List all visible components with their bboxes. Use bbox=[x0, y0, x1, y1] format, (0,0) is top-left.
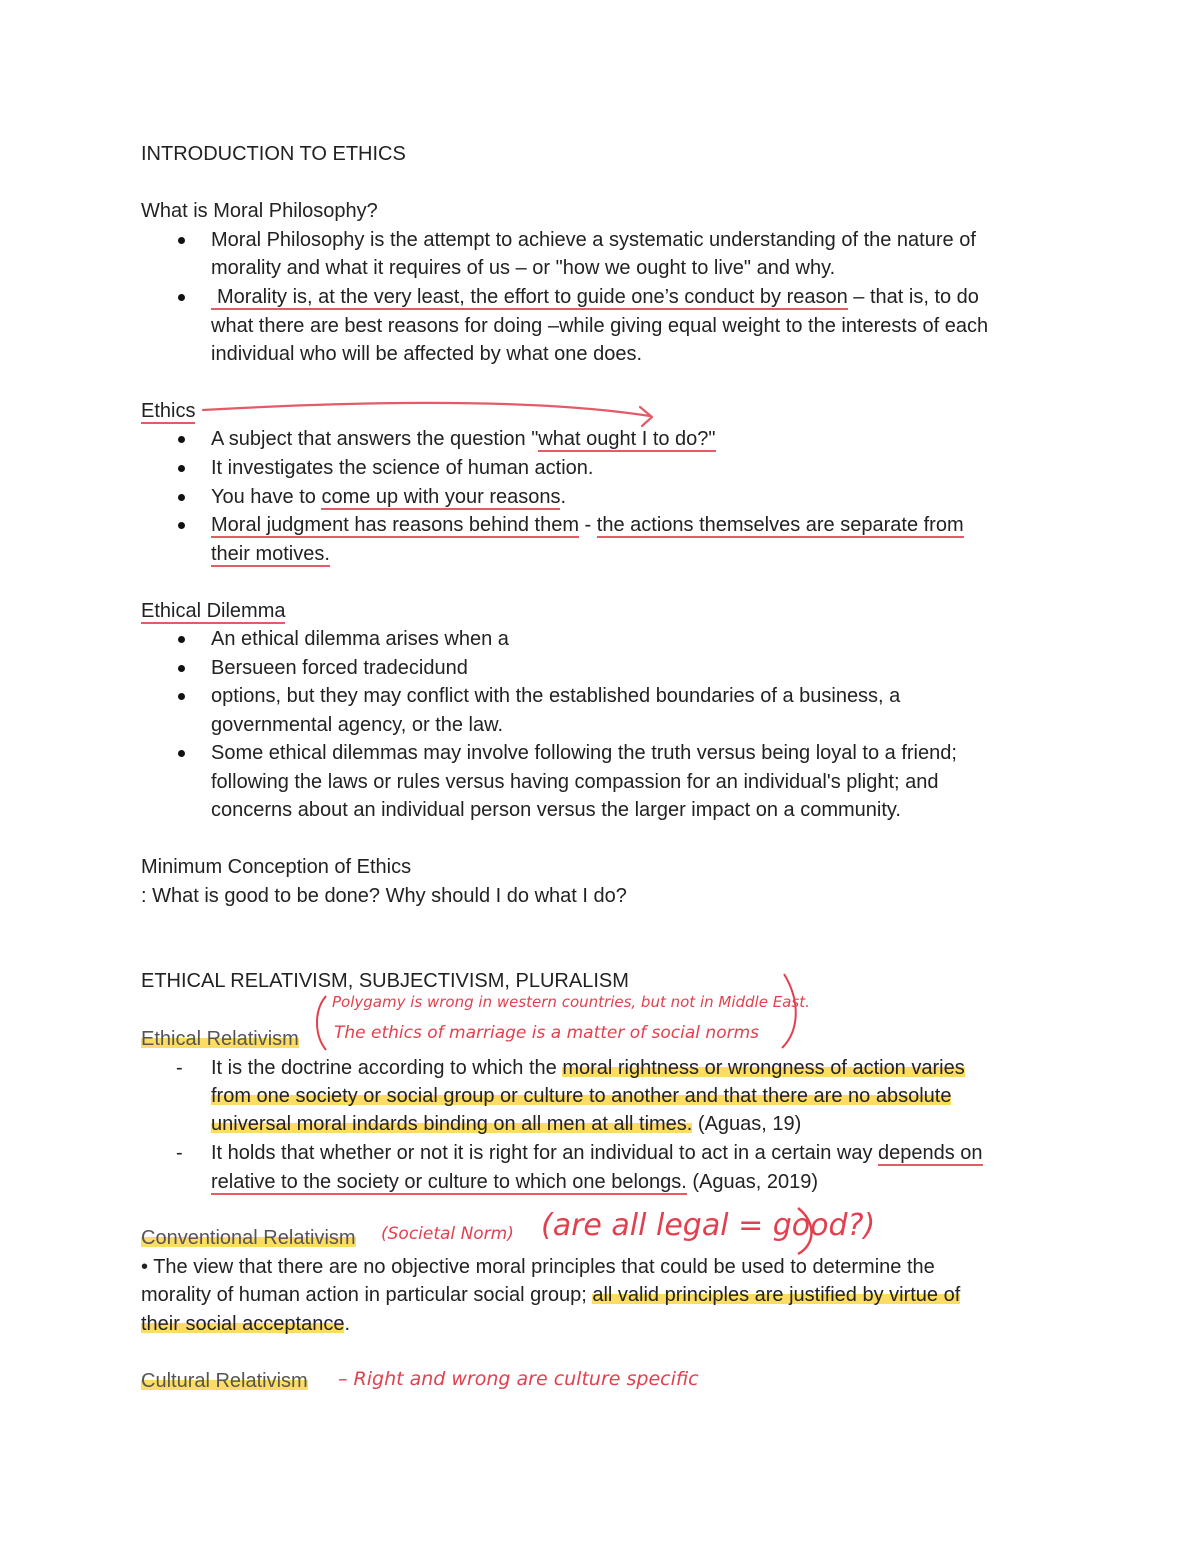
handwritten-note-marriage: The ethics of marriage is a matter of social norms bbox=[334, 1023, 759, 1043]
bracket-right bbox=[782, 974, 796, 1048]
highlighted-text: their social acceptance bbox=[141, 1313, 345, 1335]
plain-text: . bbox=[560, 486, 567, 508]
ethics-heading-text: Ethics bbox=[141, 400, 196, 422]
plain-text: It holds that whether or not it is right for an individual to act in a certain way bbox=[211, 1142, 879, 1164]
moral-philosophy-bullet-2-line-3: individual who will be affected by what one does. bbox=[211, 343, 643, 365]
highlighted-text: Conventional Relativism bbox=[141, 1227, 356, 1249]
moral-philosophy-bullet-2-line-2: what there are best reasons for doing –while giving equal weight to the interests of each bbox=[211, 315, 989, 337]
moral-philosophy-bullet-1-line-1: Moral Philosophy is the attempt to achieve a systematic understanding of the nature of bbox=[211, 229, 976, 251]
conventional-relativism-line-1: • The view that there are no objective moral principles that could be used to determine the bbox=[141, 1256, 935, 1278]
handwritten-note-culture-specific: – Right and wrong are culture specific bbox=[338, 1368, 699, 1390]
handwritten-note-polygamy: Polygamy is wrong in western countries, but not in Middle East. bbox=[332, 993, 810, 1011]
dilemma-bullet-3-line-2: governmental agency, or the law. bbox=[211, 714, 504, 736]
section-heading-minimum-conception: Minimum Conception of Ethics bbox=[141, 856, 412, 878]
ethics-bullet-2: It investigates the science of human action. bbox=[211, 457, 594, 479]
plain-text: morality of human action in particular social group; bbox=[141, 1284, 593, 1306]
dilemma-bullet-2: Bersueen forced tradecidund bbox=[211, 657, 468, 679]
highlighted-text: from one society or social group or culture to another and that there are no absolute bbox=[211, 1085, 952, 1107]
section-heading-moral-philosophy: What is Moral Philosophy? bbox=[141, 200, 378, 222]
handwritten-note-societal-norm: (Societal Norm) bbox=[381, 1224, 514, 1244]
dash-marker: - bbox=[176, 1142, 183, 1164]
plain-text: . bbox=[344, 1313, 351, 1335]
highlighted-text: Cultural Relativism bbox=[141, 1370, 308, 1392]
plain-text: It is the doctrine according to which the bbox=[211, 1057, 563, 1079]
citation: (Aguas, 19) bbox=[692, 1113, 802, 1135]
highlighted-text: universal moral indards binding on all men at all times. bbox=[211, 1113, 693, 1135]
bracket-left bbox=[317, 996, 326, 1050]
plain-text: – that is, to do bbox=[847, 286, 979, 308]
underlined-text: Moral judgment has reasons behind them bbox=[211, 514, 579, 536]
section-heading-relativism: ETHICAL RELATIVISM, SUBJECTIVISM, PLURALISM bbox=[141, 970, 629, 992]
underlined-text: their motives. bbox=[211, 543, 330, 565]
dilemma-heading-text: Ethical Dilemma bbox=[141, 600, 286, 622]
page-title: INTRODUCTION TO ETHICS bbox=[141, 143, 406, 165]
dash-marker: - bbox=[176, 1057, 183, 1079]
highlighted-text: Ethical Relativism bbox=[141, 1028, 299, 1050]
plain-text: You have to bbox=[211, 486, 322, 508]
handwritten-close-paren bbox=[798, 1208, 812, 1254]
highlighted-text: all valid principles are justified by virtue of bbox=[592, 1284, 961, 1306]
dilemma-bullet-4-line-1: Some ethical dilemmas may involve following the truth versus being loyal to a friend; bbox=[211, 742, 957, 764]
plain-text: - bbox=[579, 514, 597, 536]
underlined-text: depends on bbox=[878, 1142, 983, 1164]
dilemma-bullet-1: An ethical dilemma arises when a bbox=[211, 628, 509, 650]
handwritten-note-legal-good: (are all legal = good?) bbox=[541, 1208, 876, 1243]
dilemma-bullet-4-line-3: concerns about an individual person versus the larger impact on a community. bbox=[211, 799, 901, 821]
minimum-conception-text: : What is good to be done? Why should I do what I do? bbox=[141, 885, 627, 907]
highlighted-text: moral rightness or wrongness of action varies bbox=[562, 1057, 965, 1079]
underlined-text: come up with your reasons bbox=[321, 486, 561, 508]
plain-text: A subject that answers the question " bbox=[211, 428, 539, 450]
dilemma-bullet-3-line-1: options, but they may conflict with the established boundaries of a business, a bbox=[211, 685, 901, 707]
dilemma-bullet-4-line-2: following the laws or rules versus having compassion for an individual's plight; and bbox=[211, 771, 939, 793]
underlined-text: Morality is, at the very least, the effort to guide one’s conduct by reason bbox=[211, 286, 848, 310]
underlined-text: relative to the society or culture to which one belongs. bbox=[211, 1171, 687, 1193]
moral-philosophy-bullet-1-line-2: morality and what it requires of us – or "how we ought to live" and why. bbox=[211, 257, 836, 279]
underlined-text: the actions themselves are separate from bbox=[596, 514, 964, 536]
citation: (Aguas, 2019) bbox=[686, 1171, 819, 1193]
arrow-stroke bbox=[203, 403, 650, 416]
underlined-text: what ought I to do?" bbox=[538, 428, 716, 450]
